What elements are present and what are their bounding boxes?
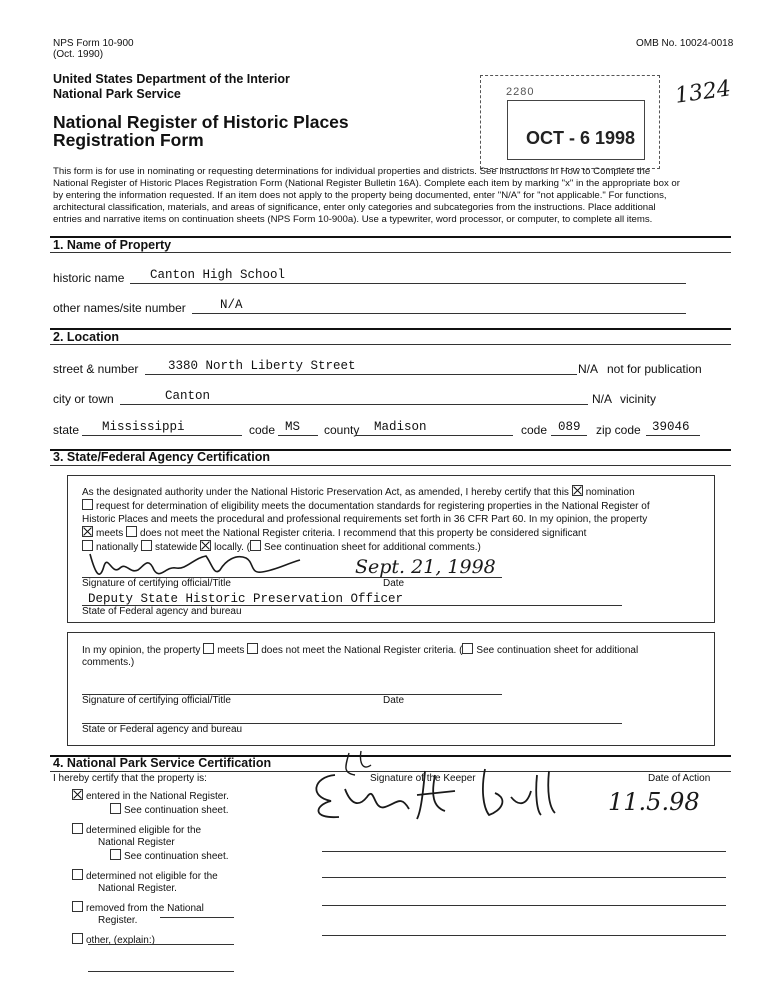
opinion-not-meet-checkbox[interactable] [247,643,258,654]
keeper-signature-label: Signature of the Keeper [370,773,476,784]
form-date: (Oct. 1990) [53,49,104,60]
county-label: county [324,423,360,437]
state-code-field[interactable]: MS [285,420,301,434]
received-stamp [480,75,660,169]
form-title-line1: National Register of Historic Places [53,112,349,132]
instructions: This form is for use in nominating or requesting determinations for individual properties and districts. See instructions in How to Complete the National Register of Historic Places Registration Form (National Register Bulletin 16A). Complete each item by marking "x" in the appropriate box or by entering the information requested. If an item does not apply to the property being documented, enter "N/A" for "not applicable." For functions, architectural classification, materials, and areas of significance, enter only categories and subcategories from the instructions. Place additional entries and narrative items on continuation sheets (NPS Form 10-900a). Use a typewriter, word processor, or computer, to complete all items. [53,166,680,225]
meets-checkbox[interactable] [82,526,93,537]
agency-label: State of Federal agency and bureau [82,606,242,617]
section2-heading: 2. Location [53,330,119,344]
county-field[interactable]: Madison [374,420,427,434]
agency-label-2: State or Federal agency and bureau [82,724,243,735]
not-for-publication-label: not for publication [607,362,702,376]
handwritten-reference-number: 1324 [673,76,733,109]
state-label: state [53,423,80,437]
nomination-checkbox[interactable] [572,485,583,496]
date-label: Date [383,578,405,589]
eligible-continuation-checkbox[interactable] [110,849,121,860]
handwritten-signature-keeper [305,745,565,823]
nps-cert-intro: I hereby certify that the property is: [53,773,207,784]
vicinity-label: vicinity [620,392,657,406]
removed-checkbox[interactable] [72,901,83,912]
other-names-field[interactable]: N/A [220,298,243,312]
entered-continuation-checkbox[interactable] [110,803,121,814]
not-for-publication-value: N/A [578,362,599,376]
section1-heading: 1. Name of Property [53,238,172,252]
opinion-meets-checkbox[interactable] [203,643,214,654]
department: United States Department of the Interior [53,72,290,86]
county-code-label: code [521,423,548,437]
zip-field[interactable]: 39046 [652,420,690,434]
zip-label: zip code [596,423,641,437]
stamp-date: OCT - 6 1998 [526,128,636,148]
section3-heading: 3. State/Federal Agency Certification [53,450,270,464]
entered-checkbox[interactable] [72,789,83,800]
official-title-field[interactable]: Deputy State Historic Preservation Officer [88,592,404,606]
state-certification-text: As the designated authority under the National Historic Preservation Act, as amended, I hereby certify that this nomination request for determination of eligibility meets the documentation standards for registering properties in the National Register of Historic Places and meets the procedural and professional requirements set forth in 36 CFR Part 60. In my opinion, the property meets does not meet the National Register criteria. I recommend that this property be considered significant nationally statewide locally. ( See continuation sheet for additional comments.) [82,487,650,554]
county-code-field[interactable]: 089 [558,420,581,434]
vicinity-value: N/A [592,392,613,406]
signature-label: Signature of certifying official/Title [82,578,231,589]
signature-label-2: Signature of certifying official/Title [82,695,231,706]
form-number: NPS Form 10-900 [53,38,134,49]
nps-options: entered in the National Register. See continuation sheet. determined eligible for the National Register See continuation sheet. determined not eligible for the National Register. removed from the National Register. other, (explain:) [72,789,229,947]
handwritten-signed-date: Sept. 21, 1998 [355,556,496,578]
form-title-line2: Registration Form [53,130,204,150]
omb-number: OMB No. 10024-0018 [636,38,734,49]
street-field[interactable]: 3380 North Liberty Street [168,359,356,373]
request-checkbox[interactable] [82,499,93,510]
opinion-see-continuation-checkbox[interactable] [462,643,473,654]
service: National Park Service [53,87,181,101]
state-code-label: code [249,423,276,437]
stamp-received: 2280 [506,86,535,98]
historic-name-label: historic name [53,271,125,285]
state-field[interactable]: Mississippi [102,420,185,434]
handwritten-action-date: 11.5.98 [608,788,700,816]
city-label: city or town [53,392,114,406]
not-eligible-checkbox[interactable] [72,869,83,880]
date-of-action-label: Date of Action [648,773,711,784]
opinion-text: In my opinion, the property meets does not meet the National Register criteria. ( See continuation sheet for additional comments.) [82,645,639,669]
street-label: street & number [53,362,139,376]
city-field[interactable]: Canton [165,389,211,403]
other-checkbox[interactable] [72,933,83,944]
date-label-2: Date [383,695,405,706]
not-meet-checkbox[interactable] [126,526,137,537]
eligible-checkbox[interactable] [72,823,83,834]
historic-name-field[interactable]: Canton High School [150,268,286,282]
other-names-label: other names/site number [53,301,186,315]
section4-heading: 4. National Park Service Certification [53,756,272,770]
